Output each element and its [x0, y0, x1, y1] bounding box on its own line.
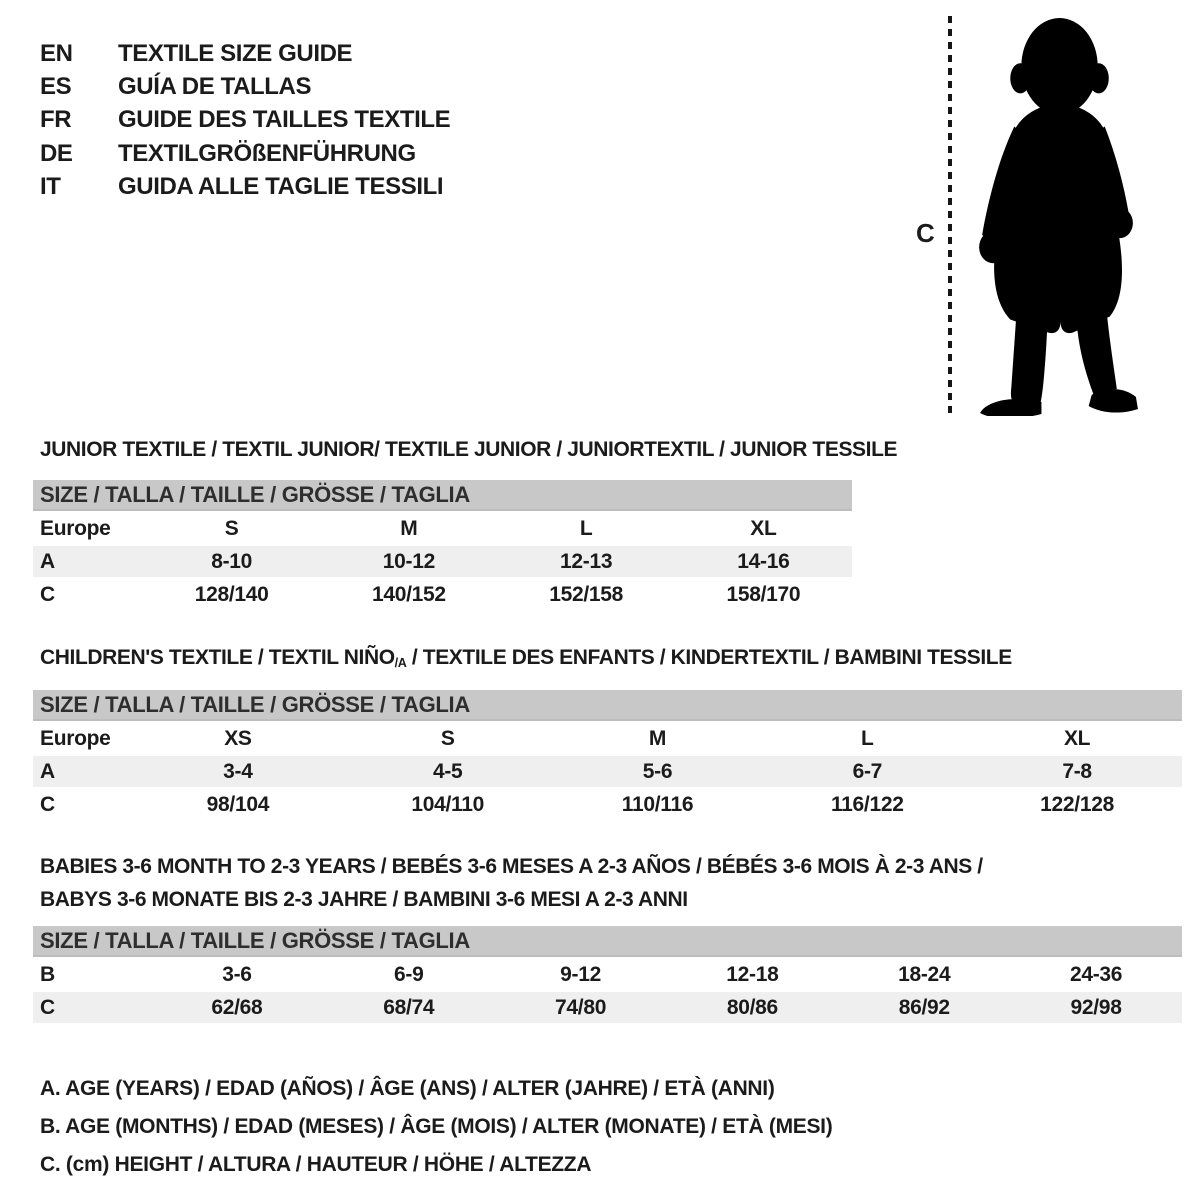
row-cell: 4-5: [432, 759, 463, 783]
row-cell: L: [579, 516, 593, 540]
table-row: [33, 789, 1182, 820]
row-cell: 12-18: [726, 962, 779, 986]
row-cell: S: [224, 516, 239, 540]
section-babies-textile: [33, 850, 1182, 1023]
row-cell: 110/116: [621, 792, 694, 816]
table-row: [33, 579, 852, 610]
section-title-line: [40, 850, 1182, 883]
table-row: [33, 756, 1182, 787]
height-measure-label: C: [916, 218, 935, 248]
section-title-line: [40, 437, 897, 463]
row-label: A: [40, 759, 55, 783]
row-cell: 152/158: [549, 582, 624, 606]
language-row: [40, 70, 450, 103]
table-row: [33, 546, 852, 577]
row-label: C: [40, 792, 55, 816]
size-header-band: SIZE / TALLA / TAILLE / GRÖSSE / TAGLIA: [33, 926, 1182, 957]
language-row: [40, 137, 450, 170]
row-cell: 98/104: [206, 792, 270, 816]
row-cell: 158/170: [726, 582, 801, 606]
row-cell: 122/128: [1040, 792, 1114, 816]
size-header-band: SIZE / TALLA / TAILLE / GRÖSSE / TAGLIA: [33, 480, 852, 511]
title-segment: JUNIOR TEXTILE / TEXTIL JUNIOR/ TEXTILE JUNIOR / JUNIORTEXTIL / JUNIOR TESSILE: [40, 438, 898, 461]
language-code: DE: [40, 139, 73, 167]
row-cell: 80/86: [726, 995, 778, 1019]
title-segment: CHILDREN'S TEXTILE / TEXTIL NIÑO: [40, 646, 395, 669]
section-title: [40, 437, 897, 463]
language-row: [40, 37, 450, 70]
row-cell: 8-10: [211, 549, 253, 573]
row-cell: 12-13: [560, 549, 613, 573]
row-cell: 104/110: [411, 792, 485, 816]
language-title: TEXTILGRÖßENFÜHRUNG: [118, 139, 416, 167]
row-cell: 14-16: [737, 549, 790, 573]
row-cell: 86/92: [898, 995, 950, 1019]
table-row: [33, 723, 1182, 754]
section-title-line: [40, 883, 1182, 916]
row-cell: XL: [1063, 726, 1091, 750]
title-segment: BABYS 3-6 MONATE BIS 2-3 JAHRE / BAMBINI 3-6 MESI A 2-3 ANNI: [40, 888, 688, 911]
row-cell: 7-8: [1062, 759, 1092, 783]
language-row: [40, 104, 450, 137]
row-cell: M: [648, 726, 667, 750]
size-table: [33, 723, 1182, 820]
row-cell: 24-36: [1069, 962, 1123, 986]
title-segment: / TEXTILE DES ENFANTS / KINDERTEXTIL / BAMBINI TESSILE: [406, 646, 1012, 669]
row-cell: 6-7: [852, 759, 883, 783]
language-title: TEXTILE SIZE GUIDE: [118, 39, 353, 67]
title-segment: BABIES 3-6 MONTH TO 2-3 YEARS / BEBÉS 3-6 MESES A 2-3 AÑOS / BÉBÉS 3-6 MOIS À 2-3 ANS /: [40, 855, 983, 878]
size-header-band: SIZE / TALLA / TAILLE / GRÖSSE / TAGLIA: [33, 690, 1182, 721]
section-title: [40, 850, 1182, 916]
language-code: EN: [40, 39, 73, 67]
language-code: FR: [40, 106, 72, 134]
size-table: [33, 959, 1182, 1023]
toddler-silhouette-icon: [964, 14, 1144, 416]
section-title-line: [40, 645, 1182, 673]
row-label: A: [40, 549, 55, 573]
row-cell: S: [440, 726, 455, 750]
row-cell: 3-4: [223, 759, 253, 783]
legend-item: A. AGE (YEARS) / EDAD (AÑOS) / ÂGE (ANS) / ALTER (JAHRE) / ETÀ (ANNI): [40, 1077, 775, 1100]
row-label: B: [40, 962, 55, 986]
row-cell: 140/152: [371, 582, 446, 606]
table-row: [33, 513, 852, 544]
row-label: C: [40, 582, 55, 606]
language-row: [40, 171, 450, 204]
language-list: [40, 37, 450, 204]
row-cell: 5-6: [642, 759, 673, 783]
language-title: GUIDE DES TAILLES TEXTILE: [118, 106, 451, 134]
legend-item: C. (cm) HEIGHT / ALTURA / HAUTEUR / HÖHE / ALTEZZA: [40, 1153, 592, 1176]
language-code: IT: [40, 173, 61, 201]
row-cell: L: [861, 726, 874, 750]
section-junior-textile: [33, 437, 897, 610]
row-label: C: [40, 995, 55, 1019]
section-title: [40, 645, 1182, 673]
row-cell: 62/68: [211, 995, 263, 1019]
height-measure-line: [948, 16, 952, 414]
legend: [40, 1070, 832, 1184]
figure-block: [900, 12, 1170, 418]
row-label: Europe: [40, 516, 111, 540]
row-cell: 74/80: [555, 995, 607, 1019]
row-cell: 68/74: [383, 995, 435, 1019]
row-cell: 10-12: [382, 549, 435, 573]
row-cell: XL: [750, 516, 777, 540]
table-row: [33, 959, 1182, 990]
legend-item: B. AGE (MONTHS) / EDAD (MESES) / ÂGE (MOIS) / ALTER (MONATE) / ETÀ (MESI): [40, 1115, 833, 1138]
row-cell: 9-12: [560, 962, 601, 986]
row-cell: XS: [224, 726, 252, 750]
row-cell: 6-9: [394, 962, 424, 986]
row-cell: 18-24: [898, 962, 951, 986]
language-title: GUÍA DE TALLAS: [118, 73, 312, 101]
row-cell: 128/140: [194, 582, 269, 606]
row-cell: 116/122: [830, 792, 904, 816]
row-cell: 92/98: [1070, 995, 1122, 1019]
section-children-textile: [33, 645, 1182, 820]
language-code: ES: [40, 73, 72, 101]
row-label: Europe: [40, 726, 111, 750]
size-table: [33, 513, 897, 610]
row-cell: 3-6: [222, 962, 252, 986]
language-title: GUIDA ALLE TAGLIE TESSILI: [118, 173, 444, 201]
title-subscript: /A: [394, 655, 407, 670]
table-row: [33, 992, 1182, 1023]
row-cell: M: [400, 516, 418, 540]
